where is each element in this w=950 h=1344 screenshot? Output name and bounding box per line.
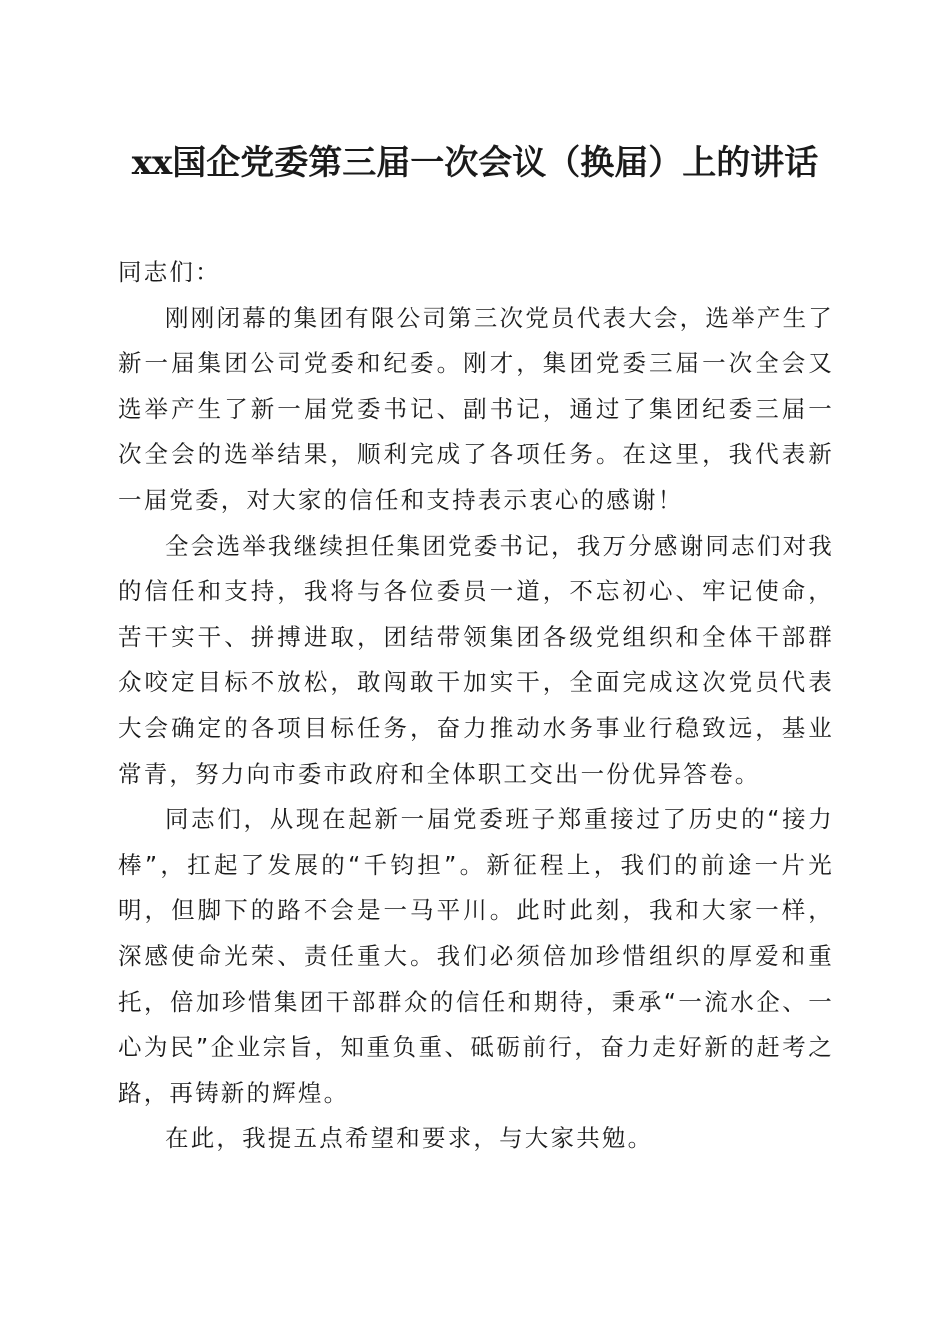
paragraph-1: 刚刚闭幕的集团有限公司第三次党员代表大会，选举产生了新一届集团公司党委和纪委。刚才，集团党委三届一次全会又选举产生了新一届党委书记、副书记，通过了集团纪委三届一次全会的选举结果，顺利完成了各项任务。在这里，我代表新一届党委，对大家的信任和支持表示衷心的感谢！ — [118, 303, 834, 514]
paragraph-3: 同志们，从现在起新一届党委班子郑重接过了历史的“接力棒”，扛起了发展的“千钧担”。新征程上，我们的前途一片光明，但脚下的路不会是一马平川。此时此刻，我和大家一样，深感使命光荣、责任重大。我们必须倍加珍惜组织的厚爱和重托，倍加珍惜集团干部群众的信任和期待，秉承“一流水企、一心为民”企业宗旨，知重负重、砥砺前行，奋力走好新的赶考之路，再铸新的辉煌。 — [118, 805, 834, 1107]
paragraph-4: 在此，我提五点希望和要求，与大家共勉。 — [165, 1124, 654, 1153]
document-body — [118, 250, 834, 1162]
salutation: 同志们： — [118, 258, 221, 286]
paragraph-2: 全会选举我继续担任集团党委书记，我万分感谢同志们对我的信任和支持，我将与各位委员一道，不忘初心、牢记使命，苦干实干、拼搏进取，团结带领集团各级党组织和全体干部群众咬定目标不放松，敢闯敢干加实干，全面完成这次党员代表大会确定的各项目标任务，奋力推动水务事业行稳致远，基业常青，努力向市委市政府和全体职工交出一份优异答卷。 — [118, 531, 834, 788]
document-title: xx国企党委第三届一次会议（换届）上的讲话 — [131, 143, 819, 183]
